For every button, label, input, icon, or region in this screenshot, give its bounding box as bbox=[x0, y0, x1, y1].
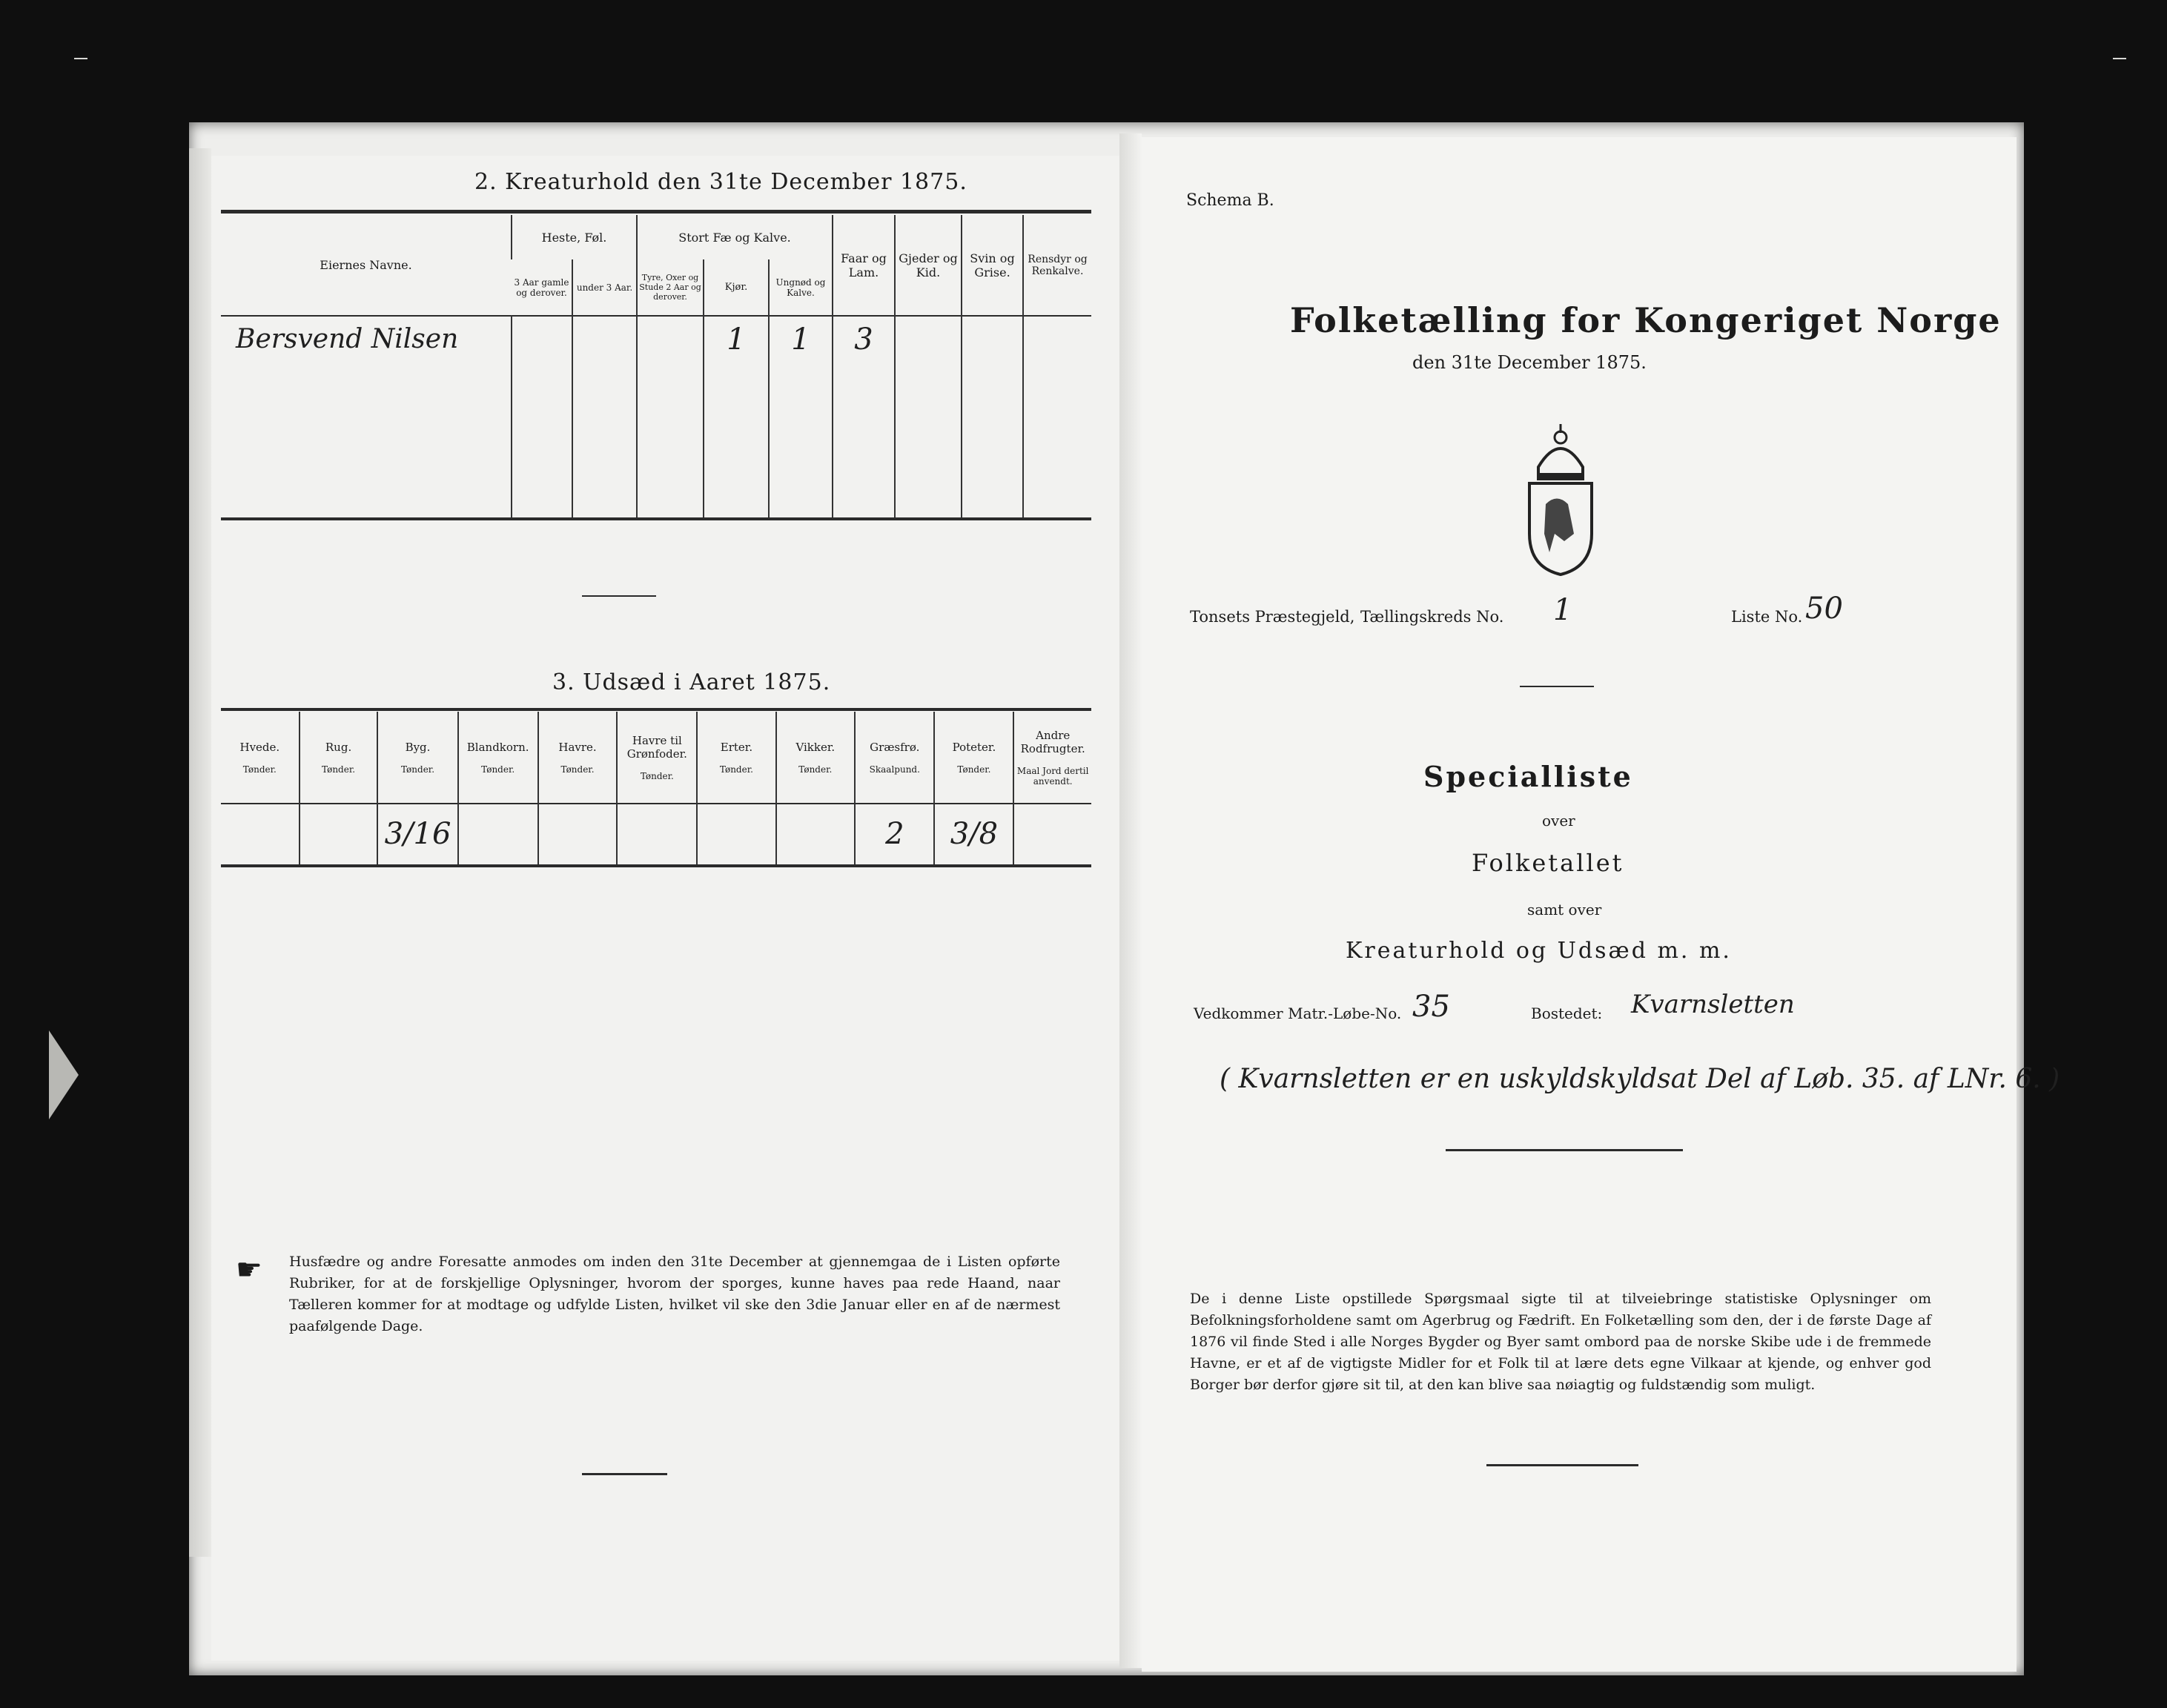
seed-header-label: Hvede. bbox=[239, 740, 280, 754]
specialliste-heading: Specialliste bbox=[1423, 760, 1633, 793]
kjor-cell: 1 bbox=[704, 315, 769, 363]
seed-value-cell bbox=[377, 803, 457, 864]
seed-header-cell bbox=[221, 712, 300, 803]
list-label: Liste No. bbox=[1731, 608, 1803, 626]
table-cell bbox=[1023, 315, 1091, 363]
seed-value-cell bbox=[855, 803, 934, 864]
page-tab-arrow bbox=[49, 1030, 79, 1119]
stort-fae-header: Stort Fæ og Kalve. bbox=[637, 215, 833, 259]
rensdyr-header: Rensdyr og Renkalve. bbox=[1023, 215, 1091, 315]
seed-header-cell bbox=[617, 712, 697, 803]
heste-old-header: 3 Aar gamle og derover. bbox=[514, 277, 569, 298]
notice-text: Husfædre og andre Foresatte anmodes om inden den 31te December at gjennemgaa de i Listen opførte Rubriker, for at de forskjellige Oplysninger, hvorom der sporges, kunne haves paa rede Haand, naar Tælleren kommer for at modtage og udfylde Listen, hvilket vil ske den 3die Januar eller en af de nærmest paafølgende Dage. bbox=[289, 1254, 1060, 1334]
livestock-table bbox=[221, 215, 1091, 517]
table-cell bbox=[962, 363, 1023, 517]
district-value: 1 bbox=[1553, 593, 1572, 627]
schema-label: Schema B. bbox=[1186, 191, 1274, 210]
handwritten-note: ( Kvarnsletten er en uskyldskyldsat Del af Løb. 35. af LNr. 6. ) bbox=[1220, 1064, 2060, 1094]
seed-unit-label: Tønder. bbox=[242, 764, 277, 775]
seed-value: 2 bbox=[885, 816, 904, 851]
matr-label: Vedkommer Matr.-Løbe-No. bbox=[1194, 1004, 1402, 1022]
divider bbox=[1486, 1464, 1638, 1466]
table-cell bbox=[962, 315, 1023, 363]
main-title: Folketælling for Kongeriget Norge bbox=[1290, 300, 2002, 340]
seed-table bbox=[221, 712, 1091, 864]
seed-header-cell bbox=[538, 712, 618, 803]
divider bbox=[1446, 1149, 1683, 1151]
seed-value-cell bbox=[697, 803, 775, 864]
seed-header-label: Byg. bbox=[405, 740, 431, 754]
folketallet-text: Folketallet bbox=[1472, 849, 1624, 877]
fae-oxen-header: Tyre, Oxer og Stude 2 Aar og derover. bbox=[637, 259, 704, 315]
fae-ungnod-header: Ungnød og Kalve. bbox=[769, 259, 833, 315]
table-cell bbox=[572, 315, 637, 363]
seed-header-label: Havre til Grønfoder. bbox=[626, 733, 687, 761]
kreaturhold-text: Kreaturhold og Udsæd m. m. bbox=[1346, 938, 1732, 964]
table-cell bbox=[512, 315, 572, 363]
main-subtitle: den 31te December 1875. bbox=[1412, 352, 1647, 373]
seed-value-cell bbox=[458, 803, 538, 864]
bosted-value: Kvarnsletten bbox=[1631, 990, 1795, 1019]
faar-cell: 3 bbox=[833, 315, 895, 363]
table-top-rule bbox=[221, 210, 1091, 214]
seed-header-cell bbox=[458, 712, 538, 803]
samt-over-text: samt over bbox=[1527, 901, 1602, 918]
seed-header-label: Rug. bbox=[325, 740, 352, 754]
table-cell bbox=[637, 315, 704, 363]
table-cell bbox=[833, 363, 895, 517]
seed-header-label: Erter. bbox=[720, 740, 753, 754]
section-2-title: 2. Kreaturhold den 31te December 1875. bbox=[474, 169, 967, 195]
fae-kjor-header: Kjør. bbox=[704, 259, 769, 315]
divider bbox=[582, 595, 656, 597]
seed-value-cell bbox=[1013, 803, 1091, 864]
coat-of-arms-icon bbox=[1516, 423, 1605, 578]
table-cell bbox=[769, 363, 833, 517]
seed-value-cell bbox=[300, 803, 378, 864]
faar-header: Faar og Lam. bbox=[833, 215, 895, 315]
seed-header-cell bbox=[377, 712, 457, 803]
page-fold bbox=[1119, 133, 1142, 1668]
ungnod-cell: 1 bbox=[769, 315, 833, 363]
seed-unit-label: Tønder. bbox=[640, 770, 674, 781]
seed-unit-label: Tønder. bbox=[400, 764, 435, 775]
owner-header: Eiernes Navne. bbox=[320, 258, 412, 272]
seed-value-cell bbox=[221, 803, 300, 864]
heste-header: Heste, Føl. bbox=[512, 215, 637, 259]
heste-young-header: under 3 Aar. bbox=[572, 259, 637, 315]
table-bottom-rule bbox=[221, 517, 1091, 520]
over-text: over bbox=[1542, 812, 1575, 830]
seed-unit-label: Skaalpund. bbox=[869, 764, 920, 775]
seed-unit-label: Tønder. bbox=[322, 764, 356, 775]
table-cell bbox=[704, 363, 769, 517]
seed-header-cell bbox=[300, 712, 378, 803]
seed-header-cell bbox=[776, 712, 856, 803]
district-label: Tællingskreds No. bbox=[1360, 608, 1504, 626]
parish-label: Tonsets Præstegjeld, bbox=[1190, 608, 1355, 626]
seed-header-label: Græsfrø. bbox=[870, 740, 920, 754]
table-cell bbox=[895, 363, 962, 517]
seed-header-label: Poteter. bbox=[952, 740, 996, 754]
seed-unit-label: Tønder. bbox=[719, 764, 753, 775]
divider bbox=[582, 1473, 667, 1475]
svin-header: Svin og Grise. bbox=[962, 215, 1023, 315]
table-cell bbox=[572, 363, 637, 517]
crop-mark bbox=[74, 58, 87, 59]
crop-mark bbox=[2113, 58, 2126, 59]
owner-name-cell: Bersvend Nilsen bbox=[236, 324, 459, 354]
table-cell bbox=[512, 363, 572, 517]
list-value: 50 bbox=[1805, 592, 1843, 626]
seed-header-label: Vikker. bbox=[795, 740, 836, 754]
bosted-label: Bostedet: bbox=[1531, 1004, 1603, 1022]
seed-header-cell bbox=[1013, 712, 1091, 803]
seed-value: 3/8 bbox=[950, 816, 999, 851]
seed-header-cell bbox=[934, 712, 1013, 803]
matr-value: 35 bbox=[1412, 990, 1450, 1024]
table-cell bbox=[637, 363, 704, 517]
seed-value-cell bbox=[934, 803, 1013, 864]
seed-unit-label: Tønder. bbox=[481, 764, 515, 775]
table-top-rule bbox=[221, 708, 1091, 711]
seed-value-cell bbox=[776, 803, 856, 864]
seed-value: 3/16 bbox=[384, 816, 451, 851]
seed-unit-label: Tønder. bbox=[560, 764, 595, 775]
seed-unit-label: Maal Jord dertil anvendt. bbox=[1016, 765, 1089, 787]
seed-header-label: Blandkorn. bbox=[466, 740, 529, 754]
seed-header-label: Andre Rodfrugter. bbox=[1020, 728, 1085, 755]
seed-unit-label: Tønder. bbox=[798, 764, 833, 775]
seed-header-label: Havre. bbox=[558, 740, 597, 754]
seed-header-cell bbox=[855, 712, 934, 803]
section-3-title: 3. Udsæd i Aaret 1875. bbox=[552, 669, 831, 695]
pointing-hand-icon: ☛ bbox=[236, 1253, 262, 1287]
table-cell bbox=[895, 315, 962, 363]
bottom-explanation: De i denne Liste opstillede Spørgsmaal sigte til at tilveiebringe statistiske Oplysninger om Befolkningsforholdene samt om Agerbrug og Fædrift. En Folketælling som den, der i de første Dage af 1876 vil finde Sted i alle Norges Bygder og Byer samt ombord paa de norske Skibe ude i de fremmede Havne, er et af de vigtigste Midler for et Folk til at lære dets egne Vilkaar at kjende, og enhver god Borger bør derfor gjøre sit til, at den kan blive saa nøiagtig og fuldstændig som muligt. bbox=[1190, 1291, 1931, 1393]
divider bbox=[1520, 686, 1594, 687]
page-edge bbox=[189, 148, 211, 1557]
seed-unit-label: Tønder. bbox=[957, 764, 991, 775]
seed-header-cell bbox=[697, 712, 775, 803]
table-cell bbox=[1023, 363, 1091, 517]
table-bottom-rule bbox=[221, 864, 1091, 867]
seed-value-cell bbox=[538, 803, 618, 864]
seed-value-cell bbox=[617, 803, 697, 864]
table-cell bbox=[221, 363, 512, 517]
gjeder-header: Gjeder og Kid. bbox=[895, 215, 962, 315]
